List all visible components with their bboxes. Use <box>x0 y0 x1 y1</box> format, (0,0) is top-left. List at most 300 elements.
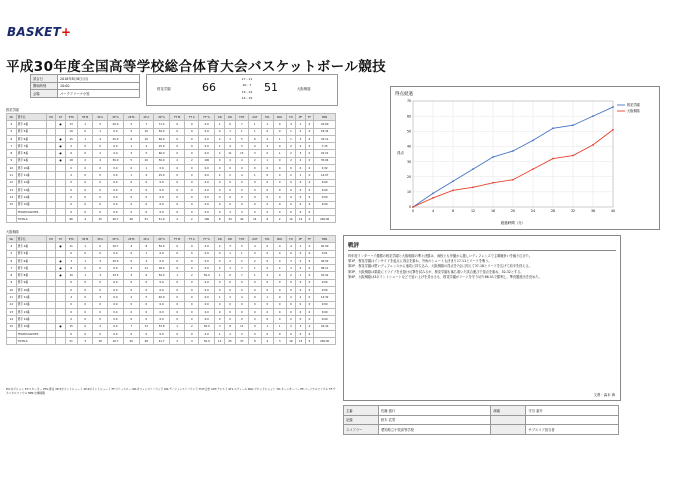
boxscore-cell: 0 <box>273 294 286 301</box>
boxscore-cell: 40:00 <box>314 243 336 250</box>
score-summary <box>146 74 338 106</box>
boxscore-cell: 0 <box>286 201 296 208</box>
boxscore-cell: 2 <box>286 157 296 164</box>
boxscore-cell: 10 <box>139 128 154 135</box>
chart-xtick-label: 24 <box>530 209 536 213</box>
boxscore-cell: 選手 13番 <box>16 186 46 193</box>
boxscore-cell <box>46 201 56 208</box>
boxscore-cell: 0 <box>185 308 199 315</box>
boxscore-cell: 0 <box>248 250 261 257</box>
boxscore-cell: 50.0 <box>154 243 170 250</box>
boxscore-cell: 3 <box>65 257 77 264</box>
review-heading: 戦評 <box>348 243 360 249</box>
boxscore-cell <box>46 272 56 279</box>
boxscore-cell: 2 <box>286 323 296 330</box>
boxscore-cell: 2 <box>93 150 108 157</box>
game-review <box>343 235 621 401</box>
boxscore-cell: 0 <box>215 179 225 186</box>
boxscore-cell: 37 <box>235 338 248 345</box>
chart-xtick-label: 0 <box>411 209 415 213</box>
boxscore-cell: 0 <box>248 279 261 286</box>
boxscore-cell: 2 <box>261 135 273 142</box>
boxscore-cell: 8 <box>139 243 154 250</box>
boxscore-header-cell: 2P A <box>139 236 154 243</box>
boxscore-cell: 7 <box>124 323 140 330</box>
boxscore-header-cell: OR <box>215 236 225 243</box>
boxscore-cell: 8 <box>7 150 17 157</box>
boxscore-cell <box>56 201 65 208</box>
boxscore-cell: 0:00 <box>314 279 336 286</box>
boxscore-cell: 3 <box>248 150 261 157</box>
boxscore-cell <box>7 208 17 215</box>
boxscore-cell: 0 <box>261 250 273 257</box>
boxscore-cell: 0.0 <box>154 330 170 337</box>
boxscore-cell: 0 <box>185 201 199 208</box>
boxscore-cell: 0 <box>296 208 305 215</box>
boxscore-header-cell: 3P % <box>107 236 123 243</box>
boxscore-cell: 0 <box>225 279 235 286</box>
boxscore-cell: 6 <box>7 257 17 264</box>
boxscore-cell: 選手 12番 <box>16 301 46 308</box>
boxscore-cell: 16.7 <box>107 338 123 345</box>
officials-row: 記録 鈴木 武男 <box>344 415 619 425</box>
boxscore-cell: 1 <box>215 330 225 337</box>
boxscore-cell: 8 <box>248 338 261 345</box>
boxscore-cell: 2 <box>77 157 93 164</box>
boxscore-header-cell: MIN <box>314 114 336 121</box>
boxscore-cell <box>46 338 56 345</box>
boxscore-cell: 0.0 <box>199 121 215 128</box>
boxscore-cell: 2 <box>273 265 286 272</box>
boxscore-cell: 4 <box>139 172 154 179</box>
boxscore-cell: 32:00 <box>314 121 336 128</box>
boxscore-header-cell: STL <box>261 236 273 243</box>
boxscore-cell: 3:01 <box>314 250 336 257</box>
boxscore-cell: 0 <box>93 201 108 208</box>
boxscore-cell: 0 <box>273 316 286 323</box>
boxscore-cell: 5 <box>235 143 248 150</box>
boxscore-cell: 0 <box>139 301 154 308</box>
boxscore-cell: 0 <box>170 243 185 250</box>
boxscore-cell: 0 <box>261 179 273 186</box>
boxscore-cell: 4 <box>225 143 235 150</box>
score-progress-chart <box>390 86 660 230</box>
boxscore-row <box>7 338 336 345</box>
boxscore-cell: 3 <box>225 208 235 215</box>
chart-xtick-label: 32 <box>570 209 576 213</box>
boxscore-cell: 0.0 <box>154 194 170 201</box>
boxscore-cell: 3 <box>235 208 248 215</box>
boxscore-cell: 60.0 <box>154 135 170 142</box>
boxscore-cell: 0 <box>93 287 108 294</box>
boxscore-header-cell: PO <box>46 114 56 121</box>
boxscore-header-cell: PF <box>296 114 305 121</box>
boxscore-cell: TEAM/COACHES <box>16 330 46 337</box>
boxscore-cell: 0 <box>77 208 93 215</box>
boxscore-cell: 0.0 <box>107 150 123 157</box>
team-b-label: 大阪桐蔭 <box>6 230 19 234</box>
boxscore-cell: 0 <box>248 316 261 323</box>
boxscore-cell: 4 <box>286 121 296 128</box>
chart-legend-label: 桜花学園 <box>627 103 640 108</box>
boxscore-cell: ● <box>56 121 65 128</box>
boxscore-cell: 0 <box>170 257 185 264</box>
boxscore-cell: 0 <box>261 172 273 179</box>
boxscore-cell <box>46 265 56 272</box>
boxscore-cell: 0.0 <box>199 243 215 250</box>
quarter-score: 15 - 14 <box>241 89 253 94</box>
boxscore-cell: 0 <box>139 194 154 201</box>
boxscore-cell: 0 <box>286 165 296 172</box>
boxscore-cell <box>7 216 17 223</box>
boxscore-cell: 0 <box>77 150 93 157</box>
boxscore-cell: 0 <box>305 216 314 223</box>
boxscore-header-cell: 2P % <box>154 114 170 121</box>
boxscore-header-cell: FT A <box>185 114 199 121</box>
boxscore-cell: 0 <box>296 308 305 315</box>
boxscore-cell: 0 <box>139 201 154 208</box>
boxscore-cell <box>56 172 65 179</box>
boxscore-cell: 0 <box>305 201 314 208</box>
boxscore-cell: 4 <box>235 157 248 164</box>
boxscore-cell: 13 <box>296 338 305 345</box>
boxscore-cell: 18 <box>65 157 77 164</box>
boxscore-cell: 1 <box>296 243 305 250</box>
boxscore-cell: 0 <box>77 186 93 193</box>
boxscore-cell: 3 <box>124 272 140 279</box>
boxscore-cell: 0.0 <box>154 301 170 308</box>
boxscore-cell: 0:00 <box>314 301 336 308</box>
boxscore-cell: 0 <box>185 194 199 201</box>
boxscore-cell: 0 <box>93 143 108 150</box>
boxscore-cell: 0 <box>170 150 185 157</box>
boxscore-cell: 100 <box>199 157 215 164</box>
boxscore-cell: 6 <box>225 121 235 128</box>
boxscore-cell: 2 <box>261 272 273 279</box>
boxscore-cell: 50.0 <box>199 323 215 330</box>
boxscore-cell: 0 <box>170 128 185 135</box>
team-a-label: 桜花学園 <box>6 108 19 112</box>
boxscore-cell: 0 <box>248 330 261 337</box>
boxscore-cell: 2 <box>185 157 199 164</box>
boxscore-cell: 4 <box>296 265 305 272</box>
boxscore-cell: 0 <box>170 121 185 128</box>
chart-ytick-label: 0 <box>408 205 411 210</box>
boxscore-cell: 26.7 <box>107 216 123 223</box>
boxscore-header-cell: 3P M <box>77 236 93 243</box>
boxscore-cell: 0 <box>93 208 108 215</box>
boxscore-cell: 50.0 <box>199 272 215 279</box>
boxscore-header-row <box>7 236 336 243</box>
boxscore-cell: 0 <box>305 135 314 142</box>
boxscore-cell: 1 <box>139 165 154 172</box>
boxscore-cell: 0 <box>170 172 185 179</box>
boxscore-cell: 0 <box>185 128 199 135</box>
boxscore-cell: 0 <box>77 316 93 323</box>
boxscore-cell: 0.0 <box>199 265 215 272</box>
boxscore-cell: 1 <box>248 121 261 128</box>
boxscore-cell: 14:07 <box>314 172 336 179</box>
boxscore-cell: 5 <box>93 121 108 128</box>
boxscore-header-cell: TO <box>286 236 296 243</box>
boxscore-cell: 0 <box>286 208 296 215</box>
boxscore-cell: 0 <box>65 179 77 186</box>
boxscore-cell: 0 <box>215 257 225 264</box>
boxscore-cell: 0 <box>215 316 225 323</box>
boxscore-cell: 3 <box>225 294 235 301</box>
boxscore-cell: 0 <box>170 135 185 142</box>
boxscore-cell: 2 <box>296 143 305 150</box>
boxscore-cell: 0 <box>286 316 296 323</box>
boxscore-cell: 2 <box>286 172 296 179</box>
boxscore-cell: 1 <box>261 157 273 164</box>
boxscore-cell: 6 <box>225 272 235 279</box>
boxscore-cell: 0 <box>93 301 108 308</box>
boxscore-cell: 0 <box>215 301 225 308</box>
boxscore-cell: 4 <box>93 157 108 164</box>
boxscore-cell: 0.0 <box>154 257 170 264</box>
boxscore-cell: 0.0 <box>199 294 215 301</box>
boxscore-cell: 0.0 <box>199 208 215 215</box>
boxscore-cell: 20.0 <box>107 121 123 128</box>
boxscore-cell: 1 <box>273 323 286 330</box>
boxscore-cell: 7 <box>235 272 248 279</box>
boxscore-cell <box>7 338 17 345</box>
boxscore-cell: 3 <box>93 272 108 279</box>
boxscore-cell: 0 <box>273 157 286 164</box>
boxscore-cell: 0 <box>215 279 225 286</box>
boxscore-cell: 0 <box>93 179 108 186</box>
boxscore-cell: 0 <box>273 121 286 128</box>
chart-xtick-label: 40 <box>610 209 616 213</box>
chart-ytick-label: 60 <box>406 114 411 119</box>
boxscore-cell: 1 <box>261 294 273 301</box>
boxscore-cell: 選手 15番 <box>16 201 46 208</box>
boxscore-cell: 0 <box>93 308 108 315</box>
boxscore-cell: 1 <box>77 243 93 250</box>
chart-ytick-label: 40 <box>406 144 411 149</box>
boxscore-header-cell: No <box>7 114 17 121</box>
boxscore-cell: 36:52 <box>314 257 336 264</box>
boxscore-cell: 5 <box>7 128 17 135</box>
boxscore-cell <box>46 287 56 294</box>
boxscore-cell: 0 <box>215 128 225 135</box>
boxscore-cell <box>56 338 65 345</box>
boxscore-cell: 0:00 <box>314 308 336 315</box>
boxscore-cell: 0 <box>170 201 185 208</box>
boxscore-cell: 2 <box>235 257 248 264</box>
boxscore-cell: 38:11 <box>314 265 336 272</box>
boxscore-cell: 0 <box>124 201 140 208</box>
boxscore-cell: 0 <box>225 194 235 201</box>
boxscore-cell: ● <box>56 257 65 264</box>
boxscore-cell: 1 <box>286 128 296 135</box>
chart-point <box>452 189 454 191</box>
boxscore-cell: 15 <box>65 323 77 330</box>
boxscore-cell: 0 <box>305 143 314 150</box>
boxscore-cell: 0.0 <box>107 186 123 193</box>
boxscore-cell: 0 <box>235 308 248 315</box>
boxscore-cell: 10 <box>7 287 17 294</box>
boxscore-cell: 0 <box>65 165 77 172</box>
boxscore-cell <box>56 216 65 223</box>
boxscore-cell: 100 <box>199 216 215 223</box>
boxscore-cell: 4 <box>93 135 108 142</box>
boxscore-cell: 4 <box>139 257 154 264</box>
chart-point <box>512 150 514 152</box>
boxscore-cell: 3 <box>296 135 305 142</box>
boxscore-cell: 0.0 <box>107 201 123 208</box>
boxscore-row <box>7 316 336 323</box>
boxscore-cell: 0 <box>305 243 314 250</box>
quarter-score: 20 - 7 <box>242 83 252 88</box>
boxscore-cell: 51.0 <box>154 216 170 223</box>
boxscore-cell: 0 <box>77 172 93 179</box>
boxscore-row <box>7 308 336 315</box>
boxscore-cell: 0.0 <box>107 265 123 272</box>
boxscore-header-cell: 3P M <box>77 114 93 121</box>
boxscore-cell <box>314 208 336 215</box>
chart-point <box>492 182 494 184</box>
boxscore-cell: 1 <box>248 128 261 135</box>
boxscore-cell: 4 <box>124 265 140 272</box>
boxscore-cell: 4 <box>225 157 235 164</box>
boxscore-cell: 13 <box>7 186 17 193</box>
boxscore-cell: 0.0 <box>107 330 123 337</box>
boxscore-cell: 0.0 <box>199 279 215 286</box>
boxscore-cell: 51 <box>65 338 77 345</box>
boxscore-cell: 0 <box>273 308 286 315</box>
boxscore-cell: 0 <box>305 338 314 345</box>
boxscore-cell: 0 <box>139 179 154 186</box>
boxscore-cell: 0 <box>65 330 77 337</box>
team-b-boxscore <box>6 235 336 345</box>
boxscore-cell <box>56 287 65 294</box>
boxscore-cell: 0 <box>77 330 93 337</box>
boxscore-cell: 5 <box>124 157 140 164</box>
boxscore-cell: 1 <box>261 121 273 128</box>
boxscore-cell: 10 <box>139 135 154 142</box>
boxscore-cell: 0 <box>273 301 286 308</box>
boxscore-cell: 0 <box>124 287 140 294</box>
boxscore-cell: 0 <box>273 165 286 172</box>
boxscore-cell: 0 <box>261 279 273 286</box>
boxscore-cell: 1 <box>248 272 261 279</box>
boxscore-cell: 選手 5番 <box>16 128 46 135</box>
boxscore-cell: 0 <box>77 194 93 201</box>
boxscore-cell: 選手 9番 <box>16 157 46 164</box>
boxscore-cell: 1 <box>225 250 235 257</box>
boxscore-cell: 2 <box>93 323 108 330</box>
boxscore-cell <box>7 330 17 337</box>
boxscore-cell: 13 <box>65 121 77 128</box>
boxscore-row <box>7 301 336 308</box>
boxscore-cell: 0 <box>261 165 273 172</box>
boxscore-cell: 0 <box>225 287 235 294</box>
boxscore-cell: 14 <box>286 216 296 223</box>
boxscore-cell: 選手 6番 <box>16 135 46 142</box>
boxscore-cell: 16 <box>286 338 296 345</box>
boxscore-cell: 0 <box>170 250 185 257</box>
boxscore-cell <box>56 316 65 323</box>
chart-ytick-label: 20 <box>406 174 411 179</box>
boxscore-cell: 0 <box>296 186 305 193</box>
boxscore-cell: 2 <box>215 172 225 179</box>
boxscore-cell: 1 <box>296 172 305 179</box>
boxscore-cell <box>56 301 65 308</box>
boxscore-cell: TOTALS <box>16 338 46 345</box>
boxscore-cell: 3 <box>225 265 235 272</box>
boxscore-cell: 0 <box>296 330 305 337</box>
boxscore-cell: 2 <box>185 272 199 279</box>
boxscore-cell: 1 <box>124 143 140 150</box>
boxscore-cell: 0 <box>185 287 199 294</box>
boxscore-cell: 0 <box>65 301 77 308</box>
boxscore-cell: 0 <box>305 194 314 201</box>
boxscore-cell: 34 <box>225 216 235 223</box>
boxscore-cell: 0.0 <box>107 143 123 150</box>
boxscore-cell: 0 <box>185 279 199 286</box>
boxscore-cell: 0.0 <box>107 294 123 301</box>
boxscore-cell: 0 <box>93 172 108 179</box>
boxscore-cell: 2 <box>286 143 296 150</box>
boxscore-cell: 25.0 <box>154 143 170 150</box>
boxscore-cell: 2 <box>65 172 77 179</box>
chart-legend-label: 大阪桐蔭 <box>627 109 640 114</box>
boxscore-cell: 14 <box>7 194 17 201</box>
boxscore-cell: 0 <box>225 165 235 172</box>
chart-point <box>532 168 534 170</box>
boxscore-cell: 選手 11番 <box>16 172 46 179</box>
boxscore-cell: 0 <box>77 323 93 330</box>
boxscore-cell: 選手 10番 <box>16 165 46 172</box>
boxscore-row <box>7 287 336 294</box>
boxscore-cell: 0 <box>170 165 185 172</box>
boxscore-header-cell: TO <box>286 114 296 121</box>
boxscore-cell: 5 <box>124 121 140 128</box>
boxscore-cell: TOTALS <box>16 216 46 223</box>
boxscore-cell: 0 <box>185 186 199 193</box>
boxscore-cell: 選手 4番 <box>16 121 46 128</box>
boxscore-cell <box>46 194 56 201</box>
boxscore-cell: 0 <box>235 194 248 201</box>
boxscore-cell: 10 <box>65 272 77 279</box>
boxscore-cell <box>46 186 56 193</box>
boxscore-cell: 0.0 <box>199 316 215 323</box>
boxscore-cell: 0 <box>235 279 248 286</box>
boxscore-cell: 35:04 <box>314 157 336 164</box>
boxscore-cell <box>314 330 336 337</box>
boxscore-cell: 0 <box>273 143 286 150</box>
boxscore-cell: 1 <box>93 128 108 135</box>
boxscore-header-cell: PTS <box>65 114 77 121</box>
boxscore-cell: 選手 13番 <box>16 308 46 315</box>
boxscore-cell <box>46 121 56 128</box>
boxscore-cell: 0.0 <box>199 128 215 135</box>
boxscore-cell: 0 <box>248 201 261 208</box>
boxscore-cell <box>56 179 65 186</box>
team-b-total: 51 <box>264 81 278 94</box>
boxscore-row <box>7 201 336 208</box>
boxscore-header-cell: AST <box>248 114 261 121</box>
boxscore-cell: 36.4 <box>154 265 170 272</box>
boxscore-header-cell: BLK <box>273 114 286 121</box>
boxscore-cell: 0 <box>235 179 248 186</box>
boxscore-cell: 4 <box>261 338 273 345</box>
boxscore-cell: 0 <box>305 179 314 186</box>
boxscore-cell: 0.0 <box>107 208 123 215</box>
boxscore-row <box>7 128 336 135</box>
